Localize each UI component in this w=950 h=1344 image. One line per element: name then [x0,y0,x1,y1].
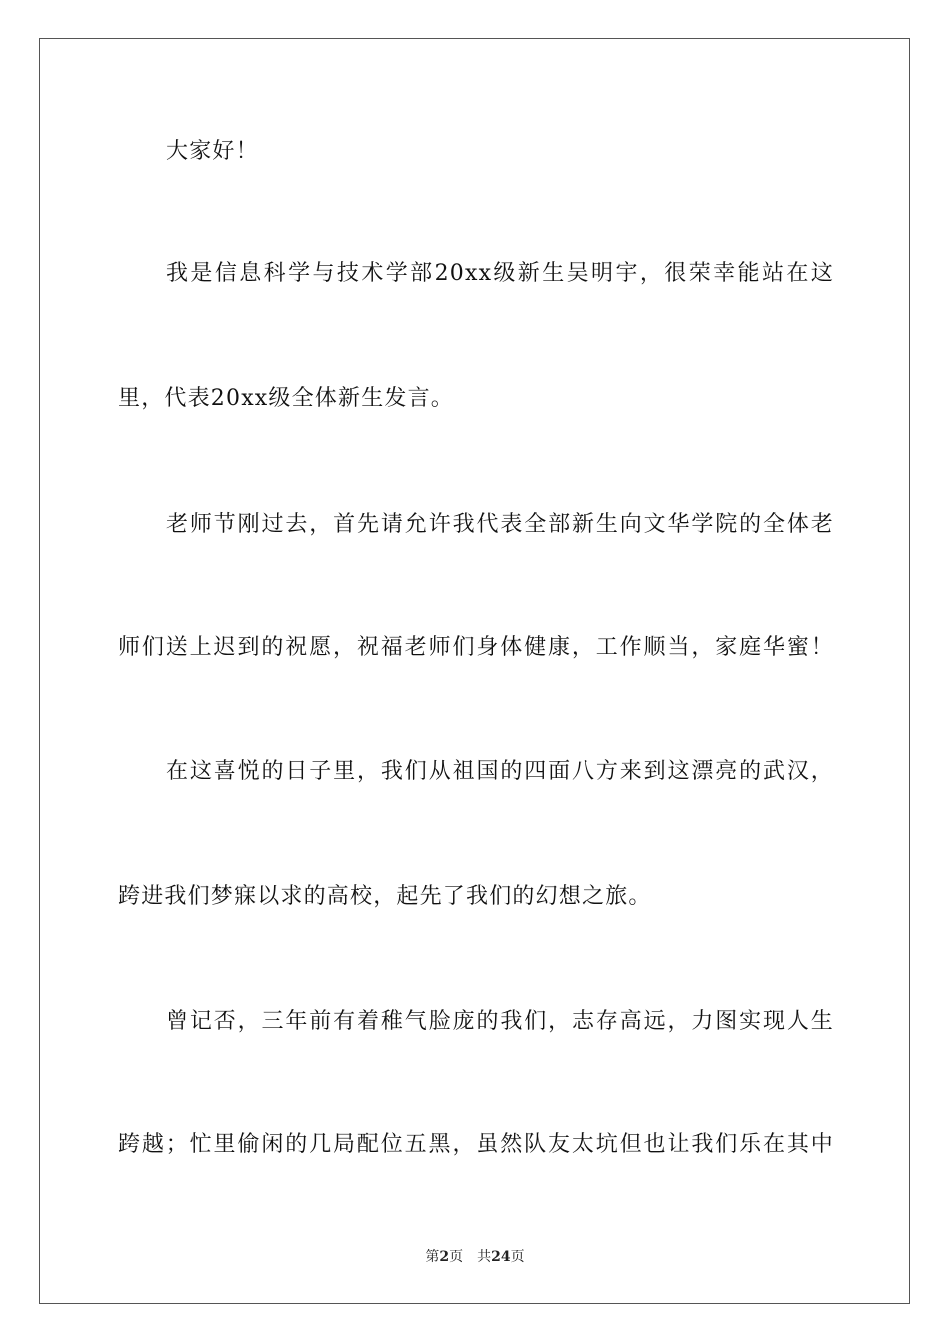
paragraph-line: 师们送上迟到的祝愿，祝福老师们身体健康，工作顺当，家庭华蜜！ [118,635,834,660]
page-prefix: 第 [425,1249,440,1265]
paragraph-line: 老师节刚过去，首先请允许我代表全部新生向文华学院的全体老 [166,512,834,537]
paragraph-line: 曾记否，三年前有着稚气脸庞的我们，志存高远，力图实现人生 [166,1009,834,1034]
page-border [39,38,910,1304]
page-number: 2 [439,1249,450,1265]
paragraph-line: 我是信息科学与技术学部20xx级新生吴明宇，很荣幸能站在这 [166,261,834,286]
page-footer [0,1247,950,1267]
paragraph-line: 里，代表20xx级全体新生发言。 [118,386,455,411]
paragraph-greeting: 大家好！ [166,139,259,164]
total-prefix: 共 [477,1249,492,1265]
paragraph-line: 在这喜悦的日子里，我们从祖国的四面八方来到这漂亮的武汉， [166,759,834,784]
page-suffix: 页 [449,1249,464,1265]
total-suffix: 页 [510,1249,525,1265]
total-pages: 24 [491,1249,511,1265]
paragraph-line: 跨进我们梦寐以求的高校，起先了我们的幻想之旅。 [118,884,652,909]
paragraph-line: 跨越；忙里偷闲的几局配位五黑，虽然队友太坑但也让我们乐在其中 [118,1132,834,1157]
